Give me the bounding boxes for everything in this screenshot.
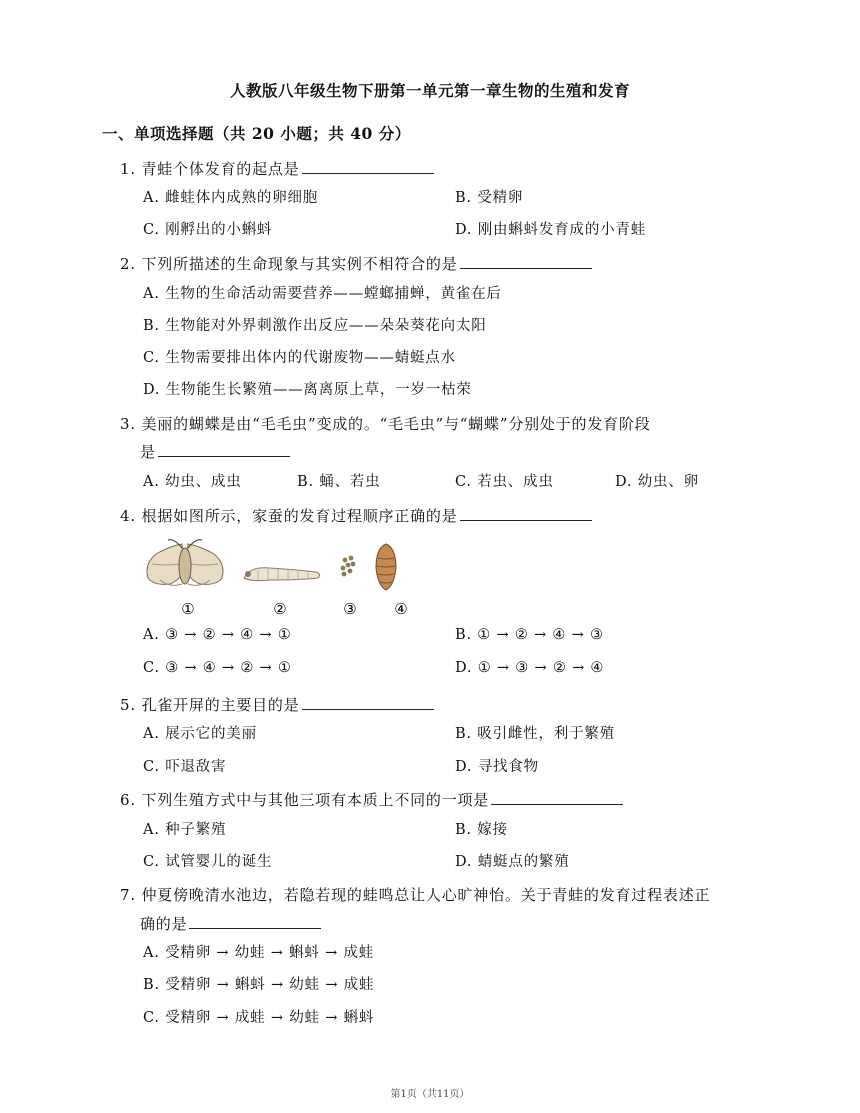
question-stem-continued: 确的是 — [140, 915, 188, 933]
question-number: 6. — [120, 791, 136, 809]
answer-blank — [158, 442, 290, 457]
question-number: 3. — [120, 415, 136, 433]
question-stem: 下列生殖方式中与其他三项有本质上不同的一项是 — [141, 791, 490, 809]
figure-label-3: ③ — [343, 600, 357, 618]
answer-blank — [460, 254, 592, 269]
page-footer: 第1页（共11页） — [390, 1089, 470, 1100]
question-number: 1. — [120, 160, 136, 178]
question-5 — [120, 694, 434, 715]
figure-label-1: ① — [181, 600, 195, 618]
figure-label-4: ④ — [394, 600, 408, 618]
question-stem: 下列所描述的生命现象与其实例不相符合的是 — [141, 255, 458, 273]
option-c: C. 受精卵 → 成蛙 → 幼蛙 → 蝌蚪 — [143, 1010, 375, 1026]
question-6 — [120, 789, 623, 810]
document-title: 人教版八年级生物下册第一单元第一章生物的生殖和发育 — [229, 81, 630, 100]
section-heading: 一、单项选择题（共 20 小题；共 40 分） — [102, 124, 411, 143]
option-b: B. 受精卵 — [455, 190, 524, 206]
answer-blank — [302, 695, 434, 710]
option-c: C. 刚孵出的小蝌蚪 — [143, 222, 273, 238]
option-d: D. 生物能生长繁殖——离离原上草，一岁一枯荣 — [143, 382, 472, 398]
option-d: D. ① → ③ → ② → ④ — [455, 660, 605, 676]
question-number: 2. — [120, 255, 136, 273]
question-3-continued — [140, 441, 290, 462]
question-stem: 根据如图所示，家蚕的发育过程顺序正确的是 — [141, 507, 458, 525]
option-c: C. 试管婴儿的诞生 — [143, 854, 273, 870]
question-stem: 仲夏傍晚清水池边，若隐若现的蛙鸣总让人心旷神怡。关于青蛙的发育过程表述正 — [141, 886, 711, 904]
option-a: A. 种子繁殖 — [143, 822, 227, 838]
option-b: B. 吸引雌性，利于繁殖 — [455, 726, 615, 742]
question-stem: 青蛙个体发育的起点是 — [141, 160, 300, 178]
option-b: B. 嫁接 — [455, 822, 508, 838]
option-c: C. 若虫、成虫 — [455, 474, 554, 490]
pupa-image — [376, 544, 396, 590]
option-b: B. 蛹、若虫 — [297, 474, 381, 490]
figure-label-2: ② — [273, 600, 287, 618]
question-number: 5. — [120, 696, 136, 714]
option-a: A. ③ → ② → ④ → ① — [143, 627, 292, 643]
larva-image — [244, 568, 320, 581]
option-d: D. 幼虫、卵 — [615, 474, 699, 490]
option-b: B. 生物能对外界刺激作出反应——朵朵葵花向太阳 — [143, 318, 487, 334]
question-7-continued — [140, 913, 321, 934]
answer-blank — [189, 914, 321, 929]
question-number: 4. — [120, 507, 136, 525]
option-a: A. 展示它的美丽 — [143, 726, 257, 742]
option-d: D. 寻找食物 — [455, 759, 539, 775]
question-stem-continued: 是 — [140, 443, 156, 461]
option-a: A. 幼虫、成虫 — [143, 474, 242, 490]
eggs-image — [341, 556, 356, 577]
question-stem: 美丽的蝴蝶是由“毛毛虫”变成的。“毛毛虫”与“蝴蝶”分别处于的发育阶段 — [141, 415, 651, 433]
option-c: C. ③ → ④ → ② → ① — [143, 660, 292, 676]
option-b: B. 受精卵 → 蝌蚪 → 幼蛙 → 成蛙 — [143, 977, 375, 993]
answer-blank — [302, 159, 434, 174]
option-a: A. 雌蛙体内成熟的卵细胞 — [143, 190, 319, 206]
silkworm-lifecycle-figure — [140, 534, 430, 620]
question-7 — [120, 884, 710, 905]
option-a: A. 生物的生命活动需要营养——螳螂捕蝉，黄雀在后 — [143, 286, 502, 302]
option-c: C. 吓退敌害 — [143, 759, 227, 775]
question-3 — [120, 413, 651, 434]
option-d: D. 蜻蜓点的繁殖 — [455, 854, 570, 870]
moth-image — [147, 540, 223, 586]
option-b: B. ① → ② → ④ → ③ — [455, 627, 604, 643]
option-a: A. 受精卵 → 幼蛙 → 蝌蚪 → 成蛙 — [143, 945, 375, 961]
answer-blank — [460, 506, 592, 521]
question-4 — [120, 505, 592, 526]
option-d: D. 刚由蝌蚪发育成的小青蛙 — [455, 222, 647, 238]
question-2 — [120, 253, 592, 274]
question-1 — [120, 158, 434, 179]
option-c: C. 生物需要排出体内的代谢废物——蜻蜓点水 — [143, 350, 456, 366]
question-number: 7. — [120, 886, 136, 904]
answer-blank — [491, 790, 623, 805]
question-stem: 孔雀开屏的主要目的是 — [141, 696, 300, 714]
